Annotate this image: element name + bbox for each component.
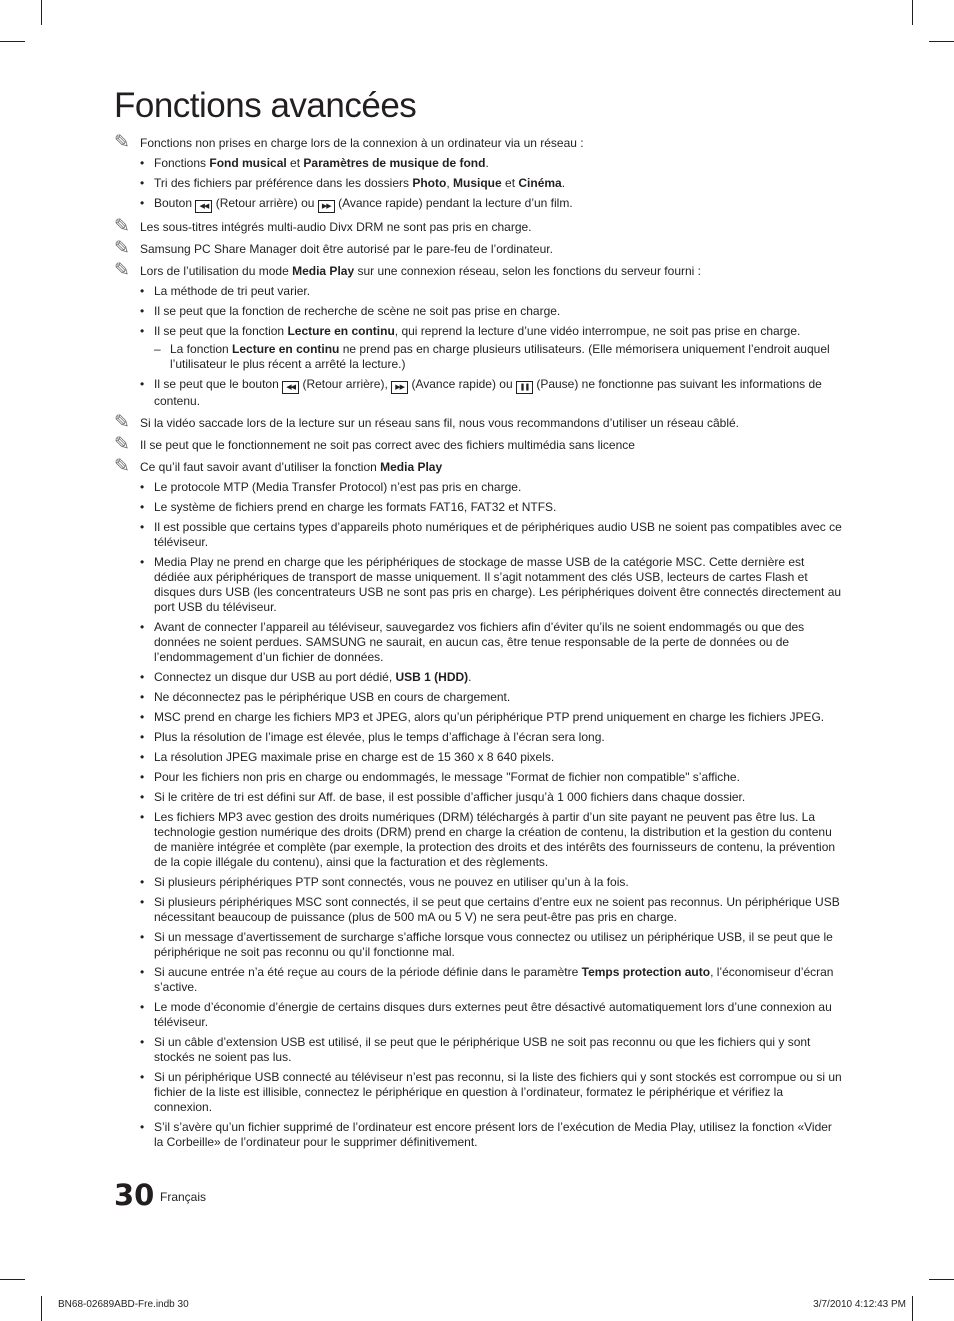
- list-item: • Il se peut que la fonction Lecture en continu, qui reprend la lecture d’une vidéo interrompue, ne soit pas prise en charge.: [114, 324, 842, 339]
- list-item: • Ne déconnectez pas le périphérique USB en cours de chargement.: [114, 690, 842, 705]
- pencil-note-icon: ✎: [114, 215, 130, 237]
- list-item: • Il se peut que le bouton ◀◀ (Retour arrière), ▶▶ (Avance rapide) ou ❚❚ (Pause) ne fonctionne pas suivant les informations de contenu.: [114, 377, 842, 409]
- list-item: • Si plusieurs périphériques PTP sont connectés, vous ne pouvez en utiliser qu’un à la fois.: [114, 875, 842, 890]
- list-item: • Si un périphérique USB connecté au téléviseur n’est pas reconnu, si la liste des fichiers qui y sont stockés est corrompue ou si un fichier de la liste est illisible, connectez le périphérique en question à l’ordinateur, formatez le périphérique et vérifiez la connexion.: [114, 1070, 842, 1115]
- note-network-unsupported: ✎ Fonctions non prises en charge lors de la connexion à un ordinateur via un réseau :: [114, 131, 584, 153]
- list-item: • MSC prend en charge les fichiers MP3 et JPEG, alors qu’un périphérique PTP prend uniquement en charge les fichiers JPEG.: [114, 710, 842, 725]
- footer-date: 3/7/2010 4:12:43 PM: [813, 1299, 906, 1310]
- list-item: • Si plusieurs périphériques MSC sont connectés, il se peut que certains d’entre eux ne soient pas reconnus. Un périphérique USB nécessitant beaucoup de puissance (plus de 500 mA ou 5 V) ne sera peut-être pas pris en charge.: [114, 895, 842, 925]
- list-item: • Tri des fichiers par préférence dans les dossiers Photo, Musique et Cinéma.: [114, 176, 842, 191]
- pencil-note-icon: ✎: [114, 455, 130, 477]
- crop-mark: [912, 1296, 913, 1321]
- note-pc-share-manager: ✎ Samsung PC Share Manager doit être autorisé par le pare-feu de l’ordinateur.: [114, 237, 553, 259]
- rewind-icon: ◀◀: [195, 200, 212, 213]
- list-item: • Il est possible que certains types d’appareils photo numériques et de périphériques audio USB ne soient pas compatibles avec ce téléviseur.: [114, 520, 842, 550]
- pencil-note-icon: ✎: [114, 237, 130, 259]
- list-item: • Les fichiers MP3 avec gestion des droits numériques (DRM) téléchargés à partir d’un site payant ne peuvent pas être lus. La technologie gestion numérique des droits (DRM) prend en charge la création de contenu, la distribution et la gestion du contenu de manière intégrée et complète (par exemple, la protection des droits et des intérêts des fournisseurs de contenu, la prévention de la copie illégale du contenu), ainsi que la facturation et des règlements.: [114, 810, 842, 870]
- crop-mark: [0, 1279, 25, 1280]
- list-item: • Si le critère de tri est défini sur Aff. de base, il est possible d’afficher jusqu’à 1 000 fichiers dans chaque dossier.: [114, 790, 842, 805]
- list-item: • Pour les fichiers non pris en charge ou endommagés, le message "Format de fichier non compatible" s’affiche.: [114, 770, 842, 785]
- note-divx-subtitles: ✎ Les sous-titres intégrés multi-audio Divx DRM ne sont pas pris en charge.: [114, 215, 532, 237]
- page-language: Français: [160, 1190, 207, 1204]
- pencil-note-icon: ✎: [114, 259, 130, 281]
- list-item: • Bouton ◀◀ (Retour arrière) ou ▶▶ (Avance rapide) pendant la lecture d’un film.: [114, 196, 842, 213]
- footer-file: BN68-02689ABD-Fre.indb 30: [58, 1299, 189, 1310]
- list-item: • Si aucune entrée n’a été reçue au cours de la période définie dans le paramètre Temps protection auto, l’économiseur d’écran s’active.: [114, 965, 842, 995]
- list-item: • Le protocole MTP (Media Transfer Protocol) n’est pas pris en charge.: [114, 480, 842, 495]
- list-item: • Il se peut que la fonction de recherche de scène ne soit pas prise en charge.: [114, 304, 842, 319]
- page-number: 30: [114, 1178, 155, 1212]
- rewind-icon: ◀◀: [282, 381, 299, 394]
- crop-mark: [929, 41, 954, 42]
- page-title: Fonctions avancées: [114, 86, 417, 125]
- pencil-note-icon: ✎: [114, 131, 130, 153]
- crop-mark: [41, 0, 42, 25]
- crop-mark: [41, 1296, 42, 1321]
- note-wireless-video: ✎ Si la vidéo saccade lors de la lecture sur un réseau sans fil, nous vous recommandons d’utiliser un réseau câblé.: [114, 411, 739, 433]
- list-item: • Le système de fichiers prend en charge les formats FAT16, FAT32 et NTFS.: [114, 500, 842, 515]
- manual-content: [114, 131, 842, 1150]
- list-item: • Si un message d’avertissement de surcharge s’affiche lorsque vous connectez ou utilisez un périphérique USB, il se peut que le périphérique ne soit pas reconnu ou qu’il fonctionne mal.: [114, 930, 842, 960]
- list-item: • Si un câble d’extension USB est utilisé, il se peut que le périphérique USB ne soit pas reconnu ou que les fichiers qui y sont stockés ne soient pas lus.: [114, 1035, 842, 1065]
- note-unlicensed-files: ✎ Il se peut que le fonctionnement ne soit pas correct avec des fichiers multimédia sans licence: [114, 433, 635, 455]
- crop-mark: [912, 0, 913, 25]
- list-item: • Avant de connecter l’appareil au téléviseur, sauvegardez vos fichiers afin d’éviter qu’ils ne soient endommagés ou que des données ne soient perdues. SAMSUNG ne saurait, en aucun cas, être tenue responsable de la perte de données ou de l’endommagement d’un fichier de données.: [114, 620, 842, 665]
- list-item: • La méthode de tri peut varier.: [114, 284, 842, 299]
- crop-mark: [929, 1279, 954, 1280]
- list-item: • Plus la résolution de l’image est élevée, plus le temps d’affichage à l’écran sera long.: [114, 730, 842, 745]
- crop-mark: [0, 41, 25, 42]
- list-item: • S’il s’avère qu’un fichier supprimé de l’ordinateur est encore présent lors de l’exécution de Media Play, utilisez la fonction «Vider la Corbeille» de l’ordinateur pour le supprimer définitivement.: [114, 1120, 842, 1150]
- list-item: • La résolution JPEG maximale prise en charge est de 15 360 x 8 640 pixels.: [114, 750, 842, 765]
- note-media-play-network: ✎ Lors de l’utilisation du mode Media Play sur une connexion réseau, selon les fonctions du serveur fourni :: [114, 259, 701, 281]
- pause-icon: ❚❚: [516, 381, 533, 394]
- list-item: • Media Play ne prend en charge que les périphériques de stockage de masse USB de la catégorie MSC. Cette dernière est dédiée aux périphériques de transport de masse uniquement. Il s’agit notamment des clés USB, lecteurs de cartes Flash et disques durs USB (les concentrateurs USB ne sont pas pris en charge). Les périphériques doivent être connectés directement au port USB du téléviseur.: [114, 555, 842, 615]
- sub-list-item: – La fonction Lecture en continu ne prend pas en charge plusieurs utilisateurs. (Elle mémorisera uniquement l’endroit auquel l’utilisateur le plus récent a arrêté la lecture.): [114, 342, 842, 372]
- list-item: • Connectez un disque dur USB au port dédié, USB 1 (HDD).: [114, 670, 842, 685]
- pencil-note-icon: ✎: [114, 433, 130, 455]
- fast-forward-icon: ▶▶: [391, 381, 408, 394]
- fast-forward-icon: ▶▶: [318, 200, 335, 213]
- list-item: • Fonctions Fond musical et Paramètres de musique de fond.: [114, 156, 842, 171]
- list-item: • Le mode d’économie d’énergie de certains disques durs externes peut être désactivé automatiquement lors d’une connexion au téléviseur.: [114, 1000, 842, 1030]
- note-before-media-play: ✎ Ce qu’il faut savoir avant d’utiliser la fonction Media Play: [114, 455, 443, 477]
- pencil-note-icon: ✎: [114, 411, 130, 433]
